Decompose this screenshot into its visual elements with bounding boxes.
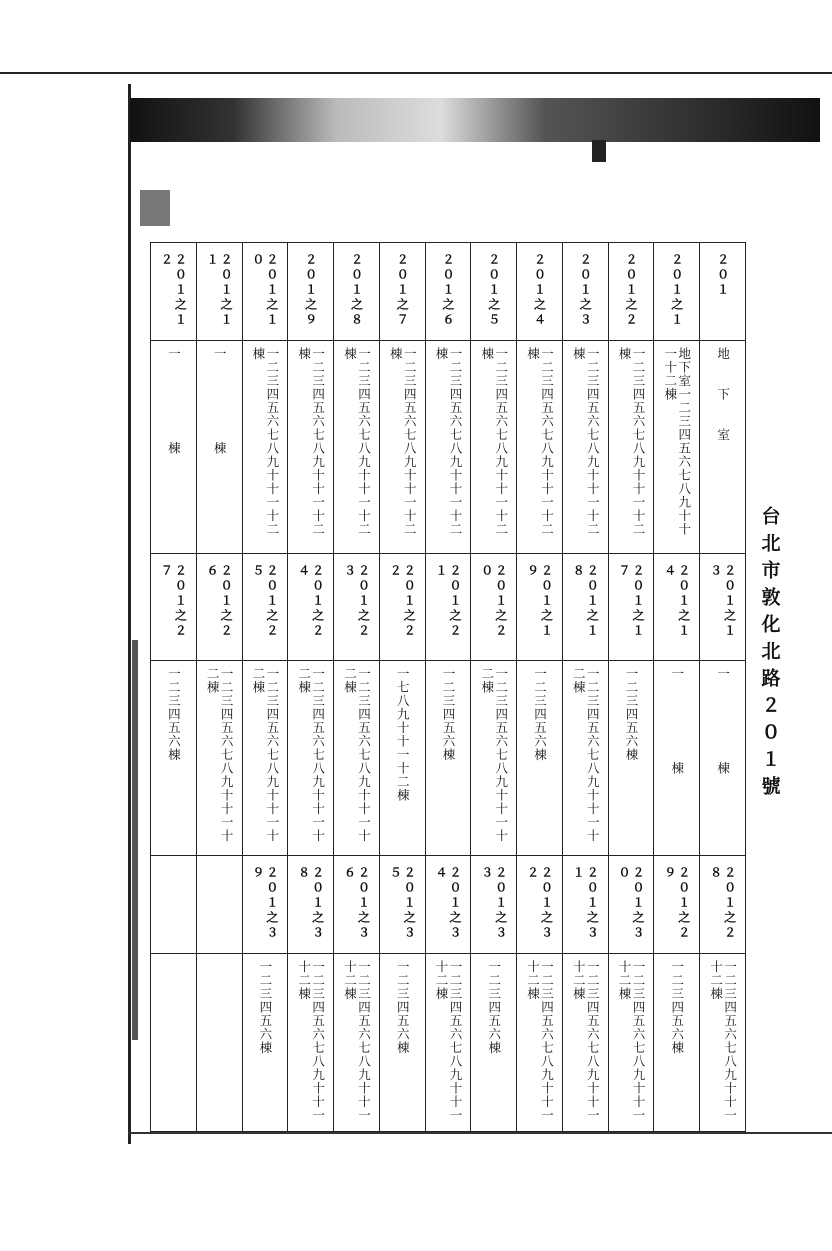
register-cell [196, 554, 242, 661]
address-number: ２０１之１ [669, 253, 684, 328]
address-number: ２０１之１０ [250, 253, 279, 328]
register-cell [196, 340, 242, 553]
register-cell [562, 243, 608, 341]
register-cell [334, 954, 380, 1132]
register-band-1 [151, 243, 746, 341]
address-number: ２０１之２１ [433, 564, 462, 640]
register-cell [608, 243, 654, 341]
address-number: ２０１之２３ [342, 564, 371, 640]
building-floors: 一二三四五六七八九十十一十二棟 [342, 666, 372, 843]
register-cell [288, 243, 334, 341]
register-cell [334, 554, 380, 661]
register-cell [425, 954, 471, 1132]
register-cell [700, 856, 746, 954]
register-cell [334, 243, 380, 341]
address-number: ２０１之１１ [205, 253, 234, 328]
address-number: ２０１之６ [440, 253, 455, 328]
register-cell [196, 660, 242, 856]
building-floors: 一二三四五六七八九十十一十二棟 [296, 960, 326, 1123]
register-cell [471, 243, 517, 341]
building-floors: 一二三四五六棟 [166, 666, 182, 762]
page-edge-bottom [128, 1132, 832, 1134]
register-band-5 [151, 856, 746, 954]
register-cell [425, 243, 471, 341]
register-cell [425, 340, 471, 553]
building-floors: 一二三四五六棟 [486, 960, 502, 1055]
address-number [171, 856, 175, 953]
address-number: ２０１之３１ [571, 866, 600, 942]
register-cell [608, 954, 654, 1132]
register-cell [654, 243, 700, 341]
register-cell [700, 340, 746, 553]
building-floors: 地下室一二三四五六七八九十十一十二棟 [662, 346, 692, 536]
register-cell [151, 554, 197, 661]
address-number: ２０１之２２ [388, 564, 417, 640]
building-floors: 地 下 室 [715, 346, 731, 442]
building-floors: 一二三四五六棟 [669, 960, 685, 1055]
register-cell [288, 660, 334, 856]
register-cell [562, 954, 608, 1132]
address-number: ２０１之２４ [296, 564, 325, 640]
address-number: ２０１之３４ [433, 866, 462, 942]
scan-speck [140, 190, 170, 226]
address-number: ２０１之３３ [479, 866, 508, 942]
register-cell [334, 660, 380, 856]
register-cell [700, 554, 746, 661]
register-cell [654, 340, 700, 553]
address-number: ２０１之３２ [525, 866, 554, 942]
register-cell [196, 243, 242, 341]
register-cell [562, 340, 608, 553]
building-floors: 一二三四五六七八九十十一十二棟 [571, 666, 601, 843]
register-cell [562, 660, 608, 856]
building-floors: 一二三四五六七八九十十一十二棟 [708, 960, 738, 1123]
register-cell [288, 554, 334, 661]
register-cell [700, 954, 746, 1132]
address-number: ２０１之２５ [250, 564, 279, 640]
building-floors: 一二三四五六七八九十十一十二棟 [342, 346, 372, 536]
register-cell [379, 554, 425, 661]
building-floors: 一二三四五六棟 [440, 666, 456, 762]
register-cell [471, 856, 517, 954]
register-cell [425, 856, 471, 954]
register-cell [654, 954, 700, 1132]
register-cell [517, 856, 563, 954]
register-cell [608, 856, 654, 954]
register-cell [288, 856, 334, 954]
building-floors: 一二三四五六棟 [395, 960, 411, 1055]
register-cell [471, 340, 517, 553]
building-floors: 一二三四五六七八九十十一十二棟 [250, 346, 280, 536]
building-floors: 一二三四五六七八九十十一十二棟 [571, 960, 601, 1123]
register-cell [654, 856, 700, 954]
register-band-3 [151, 554, 746, 661]
register-band-2 [151, 340, 746, 553]
address-number: ２０１之１４ [662, 564, 691, 640]
register-cell [379, 856, 425, 954]
address-number: ２０１之９ [303, 253, 318, 328]
register-cell [608, 340, 654, 553]
address-number: ２０１之２０ [479, 564, 508, 640]
register-cell [425, 660, 471, 856]
register-cell [379, 660, 425, 856]
register-cell [288, 954, 334, 1132]
address-number: ２０１ [715, 253, 730, 298]
register-cell [242, 660, 288, 856]
building-floors: 一 棟 [212, 346, 228, 455]
address-number: ２０１之３６ [342, 866, 371, 942]
register-cell [471, 660, 517, 856]
register-cell [379, 243, 425, 341]
building-floors: 一二三四五六棟 [624, 666, 640, 762]
address-number: ２０１之３ [578, 253, 593, 328]
address-number: ２０１之３８ [296, 866, 325, 942]
address-number: ２０１之１９ [525, 564, 554, 640]
register-cell [288, 340, 334, 553]
register-cell [242, 554, 288, 661]
building-floors: 一二三四五六七八九十十一十二棟 [617, 960, 647, 1123]
address-number: ２０１之２６ [205, 564, 234, 640]
address-number: ２０１之２７ [159, 564, 188, 640]
address-number [217, 856, 221, 953]
register-cell [517, 554, 563, 661]
register-cell [471, 554, 517, 661]
register-cell [196, 856, 242, 954]
address-number: ２０１之３９ [250, 866, 279, 942]
register-cell [517, 954, 563, 1132]
scan-speck [132, 640, 138, 1040]
address-number: ２０１之８ [349, 253, 364, 328]
register-cell [654, 554, 700, 661]
register-cell [334, 340, 380, 553]
register-cell [196, 954, 242, 1132]
register-cell [562, 554, 608, 661]
building-floors: 一 棟 [669, 666, 685, 775]
building-floors: 一二三四五六七八九十十一十二棟 [617, 346, 647, 536]
register-cell [334, 856, 380, 954]
register-cell [151, 243, 197, 341]
address-register-table [150, 242, 746, 1132]
register-cell [700, 243, 746, 341]
address-number: ２０１之４ [532, 253, 547, 328]
address-number: ２０１之２ [624, 253, 639, 328]
page-edge-top [0, 72, 832, 74]
building-floors: 一二三四五六七八九十十一十二棟 [296, 346, 326, 536]
register-cell [654, 660, 700, 856]
register-cell [151, 856, 197, 954]
building-floors: 一二三四五六七八九十十一十二棟 [479, 666, 509, 843]
building-floors: 一 棟 [166, 346, 182, 455]
register-cell [151, 954, 197, 1132]
register-cell [608, 554, 654, 661]
register-cell [151, 660, 197, 856]
address-number: ２０１之１２ [159, 253, 188, 328]
register-cell [425, 554, 471, 661]
building-floors: 一二三四五六七八九十十一十二棟 [433, 346, 463, 536]
building-floors: 一二三四五六七八九十十一十二棟 [342, 960, 372, 1123]
register-cell [562, 856, 608, 954]
building-floors: 一七八九十十一十二棟 [395, 666, 411, 802]
address-number: ２０１之７ [395, 253, 410, 328]
building-floors: 一二三四五六七八九十十一十二棟 [525, 960, 555, 1123]
register-cell [471, 954, 517, 1132]
register-cell [242, 954, 288, 1132]
register-band-6 [151, 954, 746, 1132]
address-number: ２０１之３５ [388, 866, 417, 942]
page-edge-left [128, 84, 131, 1144]
address-number: ２０１之３０ [617, 866, 646, 942]
building-floors: 一二三四五六七八九十十一十二棟 [571, 346, 601, 536]
building-floors: 一二三四五六七八九十十一十二棟 [296, 666, 326, 843]
address-number: ２０１之２９ [662, 866, 691, 942]
register-cell [242, 243, 288, 341]
address-number: ２０１之５ [486, 253, 501, 328]
building-floors [171, 954, 175, 1131]
register-cell [517, 340, 563, 553]
address-number: ２０１之１８ [571, 564, 600, 640]
register-cell [517, 660, 563, 856]
register-cell [242, 340, 288, 553]
register-band-4 [151, 660, 746, 856]
register-cell [517, 243, 563, 341]
register-cell [151, 340, 197, 553]
document-title: 台北市敦化北路２０１號 [758, 506, 781, 803]
building-floors: 一 棟 [715, 666, 731, 775]
register-cell [379, 340, 425, 553]
register-cell [379, 954, 425, 1132]
building-floors: 一二三四五六棟 [257, 960, 273, 1055]
building-floors: 一二三四五六七八九十十一十二棟 [388, 346, 418, 536]
building-floors: 一二三四五六七八九十十一十二棟 [250, 666, 280, 843]
address-number: ２０１之１３ [708, 564, 737, 640]
address-number: ２０１之１７ [617, 564, 646, 640]
building-floors: 一二三四五六七八九十十一十二棟 [433, 960, 463, 1123]
building-floors [217, 954, 221, 1131]
register-cell [242, 856, 288, 954]
register-cell [608, 660, 654, 856]
building-floors: 一二三四五六七八九十十一十二棟 [525, 346, 555, 536]
building-floors: 一二三四五六七八九十十一十二棟 [205, 666, 235, 843]
address-number: ２０１之２８ [708, 866, 737, 942]
building-floors: 一二三四五六七八九十十一十二棟 [479, 346, 509, 536]
scan-shadow-bar [130, 98, 820, 142]
scan-shadow-stub [592, 140, 606, 162]
building-floors: 一二三四五六棟 [532, 666, 548, 762]
register-cell [700, 660, 746, 856]
